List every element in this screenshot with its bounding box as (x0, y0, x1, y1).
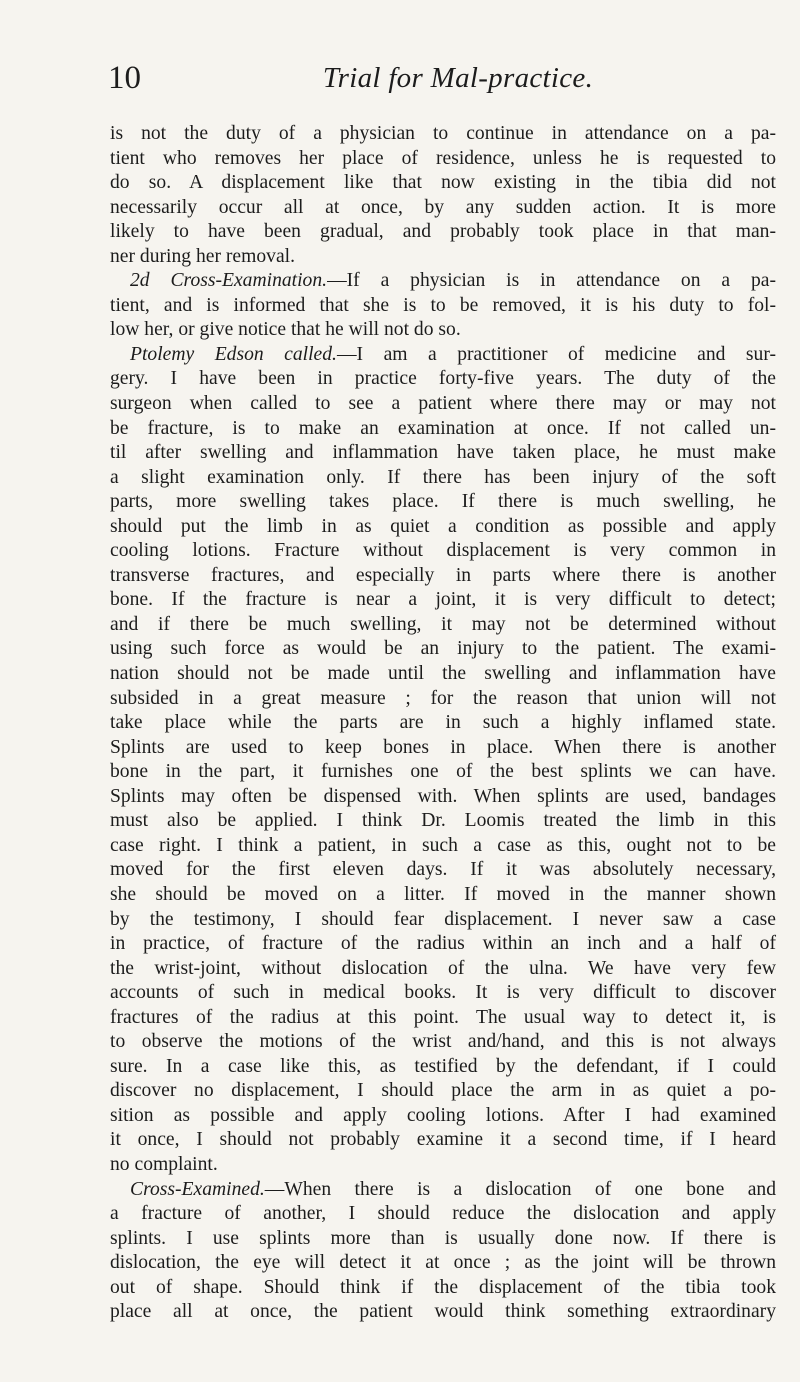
text-line (110, 687, 776, 712)
text-line (110, 858, 776, 883)
text-line (110, 1227, 776, 1252)
body-text (110, 122, 776, 1325)
line-text: ner during her removal. (110, 245, 295, 267)
line-text: be fracture, is to make an examination at once. If not called un- (110, 417, 776, 439)
text-line (110, 1128, 776, 1153)
line-text: do so. A displacement like that now existing in the tibia did not (110, 172, 776, 194)
line-text: dislocation, the eye will detect it at once ; as the joint will be thrown (110, 1252, 776, 1274)
text-line (110, 122, 776, 147)
text-line (110, 269, 776, 294)
text-line (110, 515, 776, 540)
section-lead: 2d Cross-Examination. (130, 270, 328, 292)
text-line (110, 662, 776, 687)
line-text: sure. In a case like this, as testified by the defendant, if I could (110, 1055, 776, 1077)
line-text: tient, and is informed that she is to be removed, it is his duty to fol- (110, 294, 776, 316)
text-line (110, 637, 776, 662)
text-line (110, 318, 776, 343)
line-text: til after swelling and inflammation have taken place, he must make (110, 442, 776, 464)
line-text: transverse fractures, and especially in parts where there is another (110, 564, 776, 586)
line-text: place all at once, the patient would think something extraordinary (110, 1301, 776, 1323)
text-line (110, 809, 776, 834)
text-line (110, 171, 776, 196)
line-text: moved for the first eleven days. If it was absolutely necessary, (110, 859, 776, 881)
line-text: low her, or give notice that he will not do so. (110, 319, 461, 341)
text-line (110, 490, 776, 515)
text-line (110, 883, 776, 908)
text-line (110, 343, 776, 368)
line-text: is not the duty of a physician to continue in attendance on a pa- (110, 123, 776, 144)
text-line (110, 834, 776, 859)
line-text: and if there be much swelling, it may not be determined without (110, 613, 776, 635)
text-line (110, 785, 776, 810)
text-line (110, 417, 776, 442)
line-text: by the testimony, I should fear displacement. I never saw a case (110, 908, 776, 930)
text-line (110, 1178, 776, 1203)
line-text: it once, I should not probably examine it a second time, if I heard (110, 1129, 776, 1151)
line-text: Splints may often be dispensed with. When splints are used, bandages (110, 785, 776, 807)
line-text: splints. I use splints more than is usually done now. If there is (110, 1227, 776, 1249)
text-line (110, 1300, 776, 1325)
line-text: accounts of such in medical books. It is very difficult to discover (110, 982, 776, 1004)
text-line (110, 613, 776, 638)
line-text: fractures of the radius at this point. The usual way to detect it, is (110, 1006, 776, 1028)
text-line (110, 441, 776, 466)
line-text: subsided in a great measure ; for the reason that union will not (110, 687, 776, 709)
line-text: no complaint. (110, 1153, 218, 1175)
line-text: bone in the part, it furnishes one of the best splints we can have. (110, 761, 776, 783)
line-text: cooling lotions. Fracture without displacement is very common in (110, 540, 776, 562)
line-text: to observe the motions of the wrist and/hand, and this is not always (110, 1031, 776, 1053)
line-text: nation should not be made until the swelling and inflammation have (110, 663, 776, 685)
line-text: Splints are used to keep bones in place. When there is another (110, 736, 776, 758)
line-text: the wrist-joint, without dislocation of the ulna. We have very few (110, 957, 776, 979)
line-text: necessarily occur all at once, by any sudden action. It is more (110, 196, 776, 218)
line-text: a fracture of another, I should reduce the dislocation and apply (110, 1203, 776, 1225)
line-text: bone. If the fracture is near a joint, it is very difficult to detect; (110, 589, 776, 611)
page-number: 10 (108, 60, 141, 96)
line-text: discover no displacement, I should place the arm in as quiet a po- (110, 1080, 776, 1102)
running-head: Trial for Mal-practice. (322, 62, 594, 94)
text-line (110, 1055, 776, 1080)
text-line (110, 1251, 776, 1276)
line-text: she should be moved on a litter. If moved in the manner shown (110, 883, 776, 905)
text-line (110, 588, 776, 613)
line-text: likely to have been gradual, and probably took place in that man- (110, 221, 776, 243)
text-line (110, 539, 776, 564)
line-text: gery. I have been in practice forty-five years. The duty of the (110, 368, 776, 390)
section-lead: Cross-Examined. (130, 1178, 265, 1200)
line-text: should put the limb in as quiet a condition as possible and apply (110, 515, 776, 537)
text-line (110, 196, 776, 221)
line-text: —I am a practitioner of medicine and sur- (336, 343, 776, 365)
text-line (110, 908, 776, 933)
text-line (110, 1030, 776, 1055)
line-text: tient who removes her place of residence, unless he is requested to (110, 147, 776, 169)
line-text: must also be applied. I think Dr. Loomis treated the limb in this (110, 810, 776, 832)
text-line (110, 367, 776, 392)
line-text: a slight examination only. If there has been injury of the soft (110, 466, 776, 488)
text-line (110, 294, 776, 319)
section-lead: Ptolemy Edson called. (130, 343, 337, 365)
text-line (110, 711, 776, 736)
text-line (110, 760, 776, 785)
line-text: surgeon when called to see a patient where there may or may not (110, 393, 776, 415)
line-text: using such force as would be an injury to the patient. The exami- (110, 638, 776, 660)
line-text: out of shape. Should think if the displacement of the tibia took (110, 1276, 776, 1298)
line-text: —If a physician is in attendance on a pa- (327, 270, 776, 292)
text-line (110, 1006, 776, 1031)
text-line (110, 1202, 776, 1227)
line-text: —When there is a dislocation of one bone and (264, 1178, 776, 1200)
text-line (110, 1079, 776, 1104)
text-line (110, 736, 776, 761)
text-line (110, 392, 776, 417)
line-text: in practice, of fracture of the radius within an inch and a half of (110, 933, 776, 955)
text-line (110, 220, 776, 245)
text-line (110, 1104, 776, 1129)
line-text: sition as possible and apply cooling lotions. After I had examined (110, 1104, 776, 1126)
line-text: take place while the parts are in such a highly inflamed state. (110, 712, 776, 734)
line-text: parts, more swelling takes place. If there is much swelling, he (110, 491, 776, 513)
text-line (110, 981, 776, 1006)
text-line (110, 147, 776, 172)
text-line (110, 957, 776, 982)
text-line (110, 564, 776, 589)
text-line (110, 1276, 776, 1301)
line-text: case right. I think a patient, in such a case as this, ought not to be (110, 834, 776, 856)
text-line (110, 466, 776, 491)
page-header (108, 58, 768, 98)
text-line (110, 932, 776, 957)
text-line (110, 1153, 776, 1178)
text-line (110, 245, 776, 270)
